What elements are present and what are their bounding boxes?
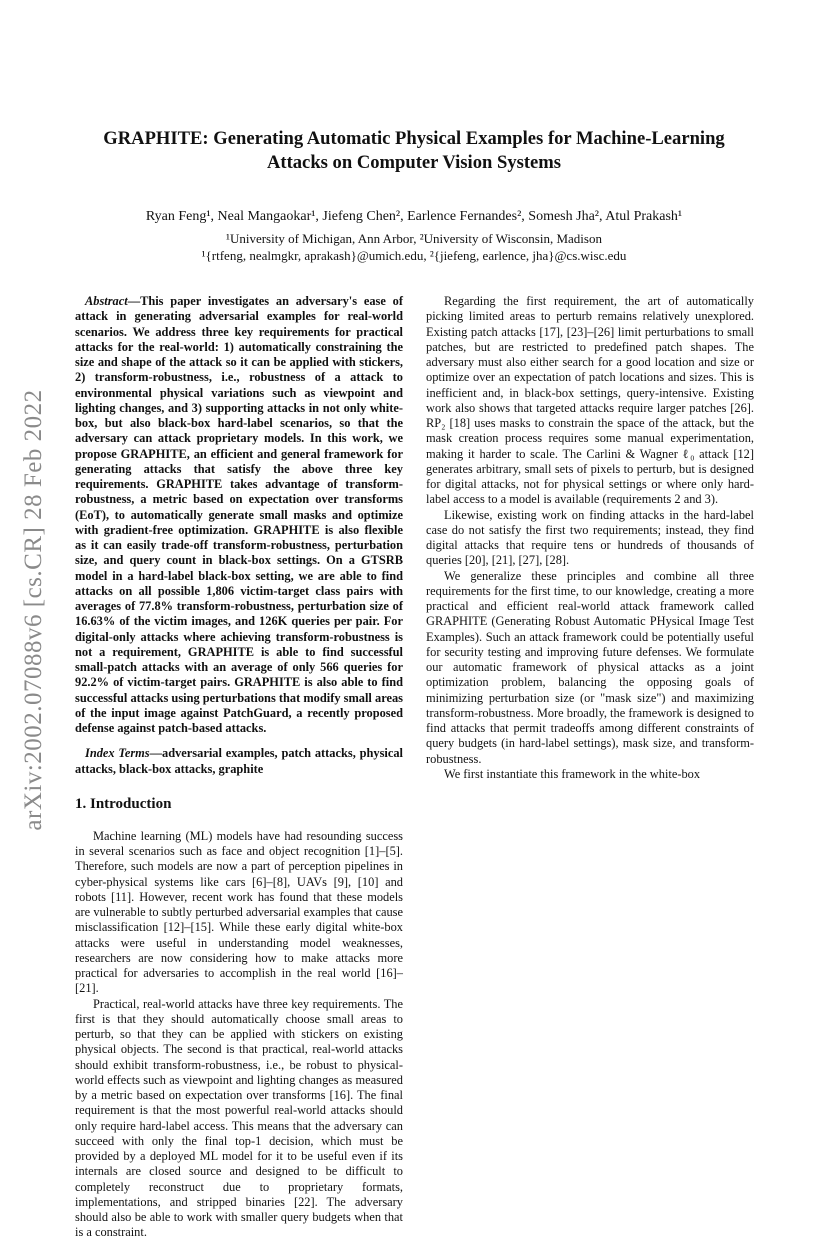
section-heading-introduction: 1. Introduction <box>75 795 172 812</box>
intro-paragraph-2: Practical, real-world attacks have three key requirements. The first is that they should automatically choose small areas to perturb, so that they can be applied with stickers on existing physical objects. The second is that practical, real-world attacks should exhibit transform-robustness, i.e., be robust to physical-world effects such as viewpoint and lighting changes as measured by a metric based on expectation over transforms [16]. The final requirement is that the most powerful real-world attacks should only require hard-label access. This means that the adversary can succeed with only the final top-1 decision, which must be provided by a deployed ML model for it to be useful even if its internals are closed source and designed to be difficult to completely reconstruct due to proprietary formats, implementations, and stripped binaries [22]. The adversary should also be able to work with smaller query budgets when that is a constraint. <box>75 996 403 1240</box>
intro-paragraph-5: We generalize these principles and combine all three requirements for the first time, to our knowledge, creating a more practical and efficient real-world attack framework called GRAPHITE (Generating Robust Automatic PHysical Image Test Examples). Such an attack framework could be potentially useful for security testing and improving future defenses. We formulate our automatic framework of physical attacks as a joint optimization problem, balancing the opposing goals of minimizing perturbation size (or "mask size") and maximizing transform-robustness. More broadly, the framework is designed to find attacks that permit tradeoffs among different constraints of query budgets (in hard-label settings), mask size, and transform-robustness. <box>426 568 754 766</box>
arxiv-identifier-text: arXiv:2002.07088v6 [cs.CR] 28 Feb 2022 <box>20 389 47 831</box>
index-terms-label: Index Terms <box>85 746 150 761</box>
author-list: Ryan Feng¹, Neal Mangaokar¹, Jiefeng Chen², Earlence Fernandes², Somesh Jha², Atul Prakash¹ <box>145 209 683 224</box>
paper-title: GRAPHITE: Generating Automatic Physical Examples for Machine-Learning Attacks on Computer Vision Systems <box>103 128 725 173</box>
index-terms-text: —adversarial examples, patch attacks, physical attacks, black-box attacks, graphite <box>75 746 403 776</box>
author-emails: ¹{rtfeng, nealmgkr, aprakash}@umich.edu, ²{jiefeng, earlence, jha}@cs.wisc.edu <box>201 248 627 263</box>
index-terms <box>75 746 403 777</box>
intro-paragraph-1: Machine learning (ML) models have had resounding success in several scenarios such as face and object recognition [1]–[5]. Therefore, such models are now a part of perception pipelines in cyber-physical systems like cars [6]–[8], UAVs [9], [10] and robots [11]. However, recent work has found that these models are vulnerable to subtly perturbed adversarial examples that cause misclassification [12]–[15]. While these early digital white-box attacks were useful in understanding model weaknesses, researchers are now considering how to make attacks more practical for adversaries to accomplish in the real world [16]–[21]. <box>75 828 403 996</box>
author-affiliations: ¹University of Michigan, Ann Arbor, ²University of Wisconsin, Madison <box>226 231 602 246</box>
right-column <box>426 294 754 782</box>
arxiv-identifier-stamp[interactable] <box>14 360 54 860</box>
intro-paragraph-3: Regarding the first requirement, the art of automatically picking limited areas to perturb remains relatively unexplored. Existing patch attacks [17], [23]–[26] limit perturbations to small patches, but are restricted to predefined patch shapes. The adversary must also either search for a good location and size or optimize over an expectation of patch locations and sizes. This is inefficient and, in black-box settings, query-intensive. Existing work also shows that targeted attacks require larger patches [26]. RP₂ [18] uses masks to constrain the space of the attack, but the mask creation process requires some manual experimentation, making it harder to scale. The Carlini & Wagner ℓ₀ attack [12] generates arbitrary, small sets of pixels to perturb, but is designed for digital attacks, not for physical settings or where only hard-label access to a model is available (requirements 2 and 3). <box>426 294 754 507</box>
intro-paragraph-6: We first instantiate this framework in the white-box <box>444 766 701 781</box>
abstract-text: —This paper investigates an adversary's ease of attack in generating adversarial examples for real-world scenarios. We address three key requirements for practical attacks for the real-world: 1) automatically constraining the size and shape of the attack so it can be applied with stickers, 2) transform-robustness, i.e., robustness of a attack to environmental physical variations such as viewpoint and lighting changes, and 3) supporting attacks in not only white-box, but also black-box hard-label scenarios, so that the adversary can attack proprietary models. In this work, we propose GRAPHITE, an efficient and general framework for generating attacks that satisfy the above three key requirements. GRAPHITE takes advantage of transform-robustness, a metric based on expectation over transforms (EoT), to automatically generate small masks and optimize with gradient-free optimization. GRAPHITE is also flexible as it can easily trade-off transform-robustness, perturbation size, and query count in black-box settings. On a GTSRB model in a hard-label black-box setting, we are able to find attacks on all possible 1,806 victim-target class pairs with averages of 77.8% transform-robustness, perturbation size of 16.63% of the victim images, and 126K queries per pair. For digital-only attacks where achieving transform-robustness is not a requirement, GRAPHITE is able to find successful small-patch attacks with an average of only 566 queries for 92.2% of victim-target pairs. GRAPHITE is also able to find successful attacks using perturbations that modify small areas of the input image against PatchGuard, a recently proposed defense against patch-based attacks. <box>75 294 403 735</box>
intro-paragraph-4: Likewise, existing work on finding attacks in the hard-label case do not satisfy the first two requirements; instead, they find digital attacks that require tens or hundreds of thousands of queries [20], [21], [27], [28]. <box>426 507 754 568</box>
abstract-label: Abstract <box>85 294 128 308</box>
abstract <box>75 294 403 736</box>
left-column <box>75 294 403 1241</box>
